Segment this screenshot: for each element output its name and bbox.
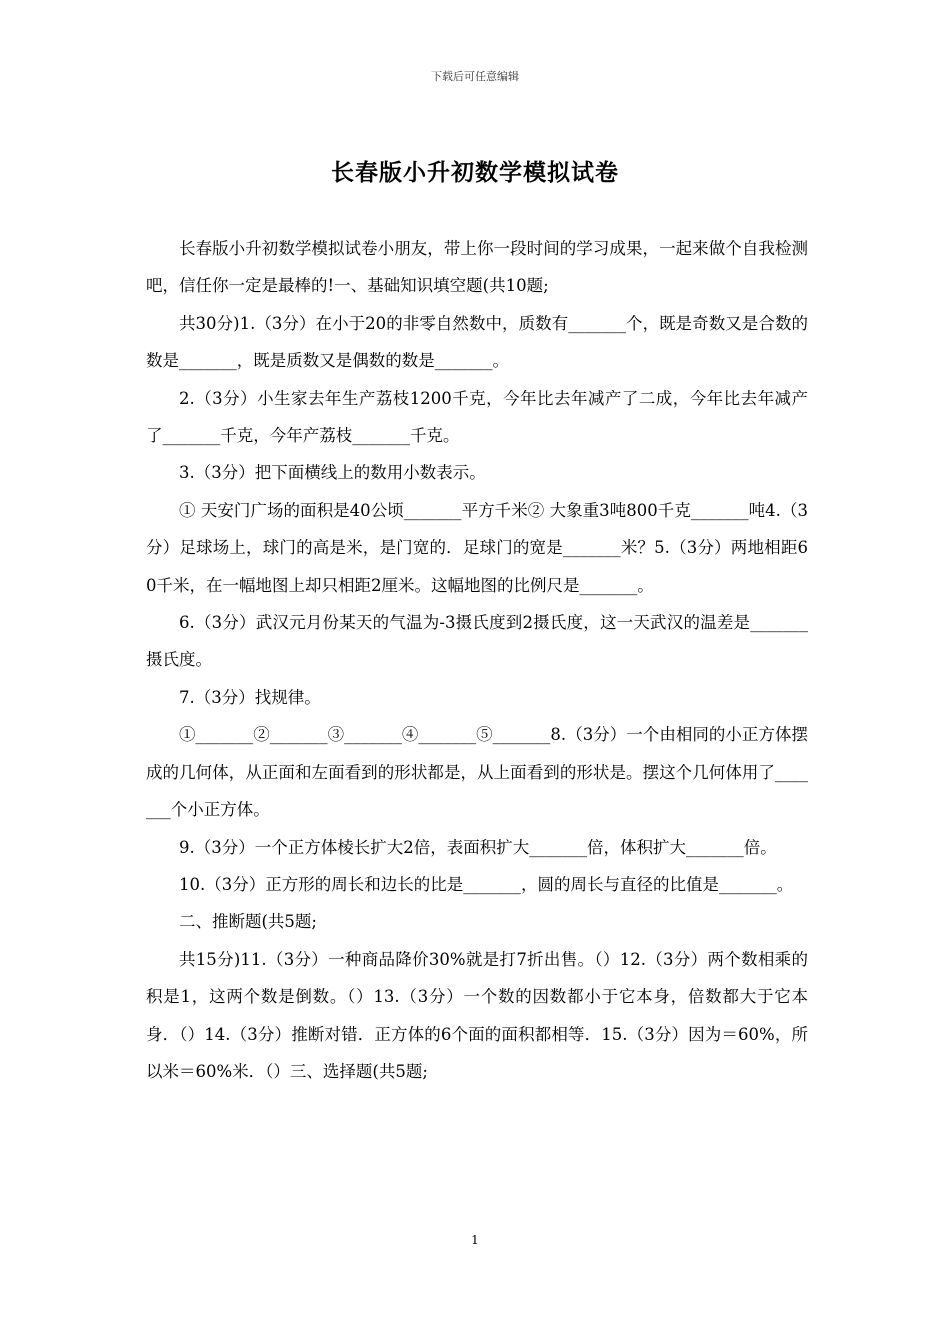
- paragraph-intro: 长春版小升初数学模拟试卷小朋友，带上你一段时间的学习成果，一起来做个自我检测吧，信任你一定是最棒的!一、基础知识填空题(共10题;: [146, 239, 808, 296]
- paragraph-question-9: 9.（3分）一个正方体棱长扩大2倍，表面积扩大_______倍，体积扩大_______倍。: [179, 837, 777, 857]
- page-number: 1: [471, 1233, 479, 1247]
- paragraph-question-1: 共30分)1.（3分）在小于20的非零自然数中，质数有_______个，既是奇数又是合数的数是_______，既是质数又是偶数的数是_______。: [146, 313, 808, 371]
- paragraph-questions-11-15: 共15分)11.（3分）一种商品降价30%就是打7折出售。（）12.（3分）两个数相乘的积是1，这两个数是倒数。（）13.（3分）一个数的因数都小于它本身，倍数都大于它本身．（）14.（3分）推断对错．正方体的6个面的面积都相等．15.（3分）因为＝60%，所以米＝60%米．（）三、选择题(共5题;: [146, 949, 808, 1081]
- paragraph-question-2: 2.（3分）小生家去年生产荔枝1200千克，今年比去年减产了二成，今年比去年减产了_______千克，今年产荔枝_______千克。: [146, 388, 808, 446]
- paragraph-question-7-8: ①_______②_______③_______④_______⑤_______8.（3分）一个由相同的小正方体摆成的几何体，从正面和左面看到的形状都是，从上面看到的形状是。摆这个几何体用了_______个小正方体。: [146, 725, 808, 820]
- paragraph-question-6: 6.（3分）武汉元月份某天的气温为-3摄氏度到2摄氏度，这一天武汉的温差是_______摄氏度。: [146, 613, 808, 670]
- header-note: 下载后可任意编辑: [431, 70, 519, 83]
- document-body: [146, 230, 808, 1090]
- paragraph-question-10: 10.（3分）正方形的周长和边长的比是_______，圆的周长与直径的比值是_______。: [179, 874, 794, 894]
- paragraph-question-3: 3.（3分）把下面横线上的数用小数表示。: [179, 463, 486, 483]
- paragraph-question-7: 7.（3分）找规律。: [179, 687, 321, 707]
- section-heading-judgment: 二、推断题(共5题;: [179, 912, 317, 932]
- paragraph-question-3-5: ① 天安门广场的面积是40公顷_______平方千米② 大象重3吨800千克_______吨4.（3分）足球场上，球门的高是米，是门宽的．足球门的宽是_______米？5.（3分）两地相距60千米，在一幅地图上却只相距2厘米。这幅地图的比例尺是_______。: [146, 500, 808, 595]
- document-title: 长春版小升初数学模拟试卷: [331, 159, 619, 186]
